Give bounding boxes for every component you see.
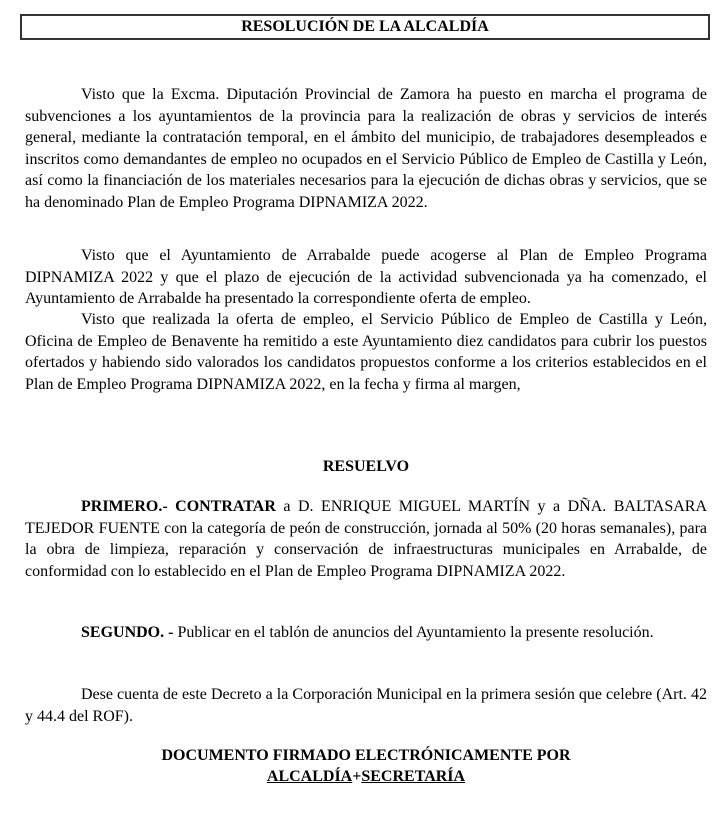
signature-role-secretaria: SECRETARÍA: [361, 768, 466, 785]
signature-separator: +: [352, 768, 362, 785]
document-title: RESOLUCIÓN DE LA ALCALDÍA: [20, 14, 710, 40]
segundo-text: Publicar en el tablón de anuncios del Ayuntamiento la presente resolución.: [173, 624, 654, 641]
resuelvo-heading: RESUELVO: [322, 458, 410, 475]
paragraph-visto-3: Visto que realizada la oferta de empleo, el Servicio Público de Empleo de Castilla y León, Oficina de Empleo de Benavente ha remitido a este Ayuntamiento diez candidatos para cubrir los puestos ofertados y habiendo sido valorados los candidatos propuestos conforme a los criterios establecidos en el Plan de Empleo Programa DIPNAMIZA 2022, en la fecha y firma al margen,: [25, 311, 707, 393]
paragraph-dese-cuenta: Dese cuenta de este Decreto a la Corporación Municipal en la primera sesión que celebre (Art. 42 y 44.4 del ROF).: [25, 686, 707, 725]
signature-line-1: DOCUMENTO FIRMADO ELECTRÓNICAMENTE POR: [161, 747, 571, 764]
segundo-label: SEGUNDO. -: [81, 624, 174, 641]
primero-label: PRIMERO.- CONTRATAR: [81, 498, 276, 515]
signature-role-alcaldia: ALCALDÍA: [266, 768, 353, 785]
paragraph-visto-2: Visto que el Ayuntamiento de Arrabalde puede acogerse al Plan de Empleo Programa DIPNAMIZA 2022 y que el plazo de ejecución de la actividad subvencionada ya ha comenzado, el Ayuntamiento de Arrabalde ha presentado la correspondiente oferta de empleo.: [25, 247, 707, 307]
primero-text: a D. ENRIQUE MIGUEL MARTÍN y a DÑA. BALTASARA TEJEDOR FUENTE con la categoría de peón de construcción, jornada al 50% (20 horas semanales), para la obra de limpieza, reparación y conservación de infraestructuras municipales en Arrabalde, de conformidad con lo establecido en el Plan de Empleo Programa DIPNAMIZA 2022.: [25, 498, 708, 580]
signature-block: [25, 745, 707, 787]
signature-line-2: [25, 766, 707, 787]
paragraph-primero: [25, 496, 707, 582]
paragraph-visto-1: Visto que la Excma. Diputación Provincial de Zamora ha puesto en marcha el programa de subvenciones a los ayuntamientos de la provincia para la realización de obras y servicios de interés general, mediante la contratación temporal, en el ámbito del municipio, de trabajadores desempleados e inscritos como demandantes de empleo no ocupados en el Servicio Público de Empleo de Castilla y León, así como la financiación de los materiales necesarios para la ejecución de dichas obras y servicios, que se ha denominado Plan de Empleo Programa DIPNAMIZA 2022.: [25, 86, 707, 211]
paragraph-segundo: [25, 622, 707, 644]
